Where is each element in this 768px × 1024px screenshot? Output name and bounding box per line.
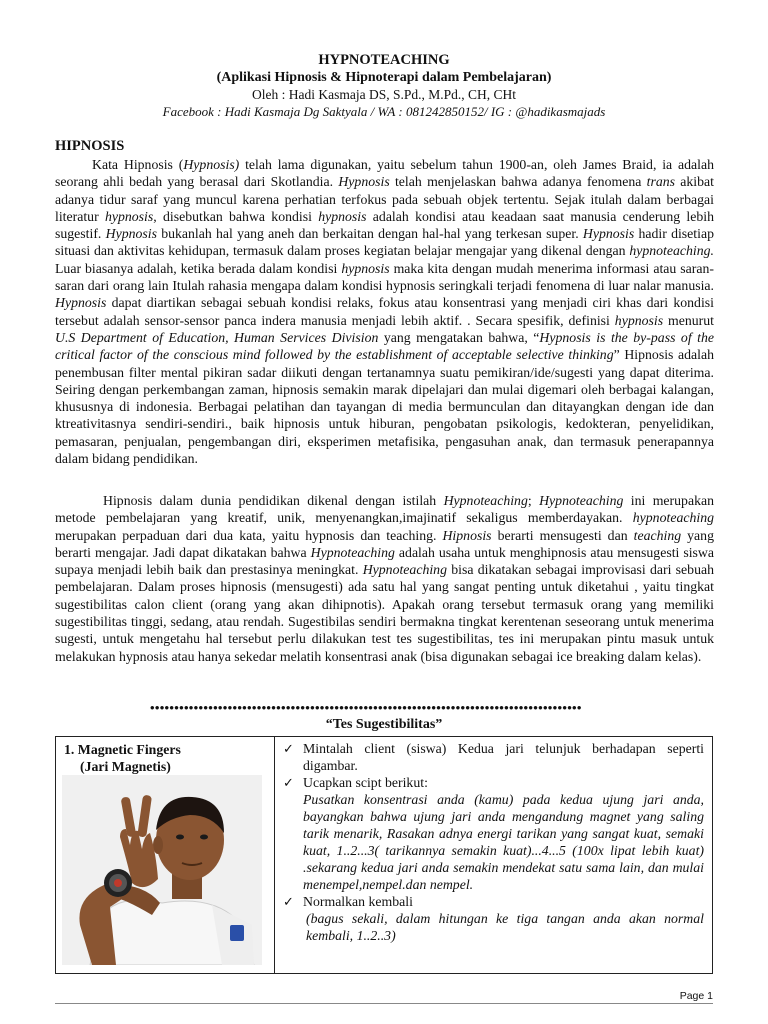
- tes-table-left-cell: [56, 737, 275, 973]
- section-heading: HIPNOSIS: [55, 138, 125, 154]
- instruction-text: Normalkan kembali: [303, 894, 413, 909]
- paragraph-2: Hipnosis dalam dunia pendidikan dikenal dengan istilah Hypnoteaching; Hypnoteaching ini merupakan metode pembelajaran yang kreatif, unik, menyenangkan,imajinatif sekaligus memberdayakan. hypnoteaching merupakan perpaduan dari dua kata, yaitu hypnosis dan teaching. Hipnosis berarti mensugesti dan teaching yang berarti mengajar. Jadi dapat dikatakan bahwa Hypnoteaching adalah usaha untuk menghipnosis atau mensugesti siswa supaya menjadi lebih baik dan prestasinya meningkat. Hypnoteaching bisa dikatakan sebagai improvisasi dari sebuah pembelajaran. Dalam proses hipnosis (mensugesti) ada satu hal yang sangat penting untuk diketahui , yaitu tingkat sugestibilitas calon client (orang yang akan dihipnotis). Apakah orang tersebut termasuk orang yang memiliki sugestibilitas tinggi, sedang, atau rendah. Sugestibilas sendiri bermakna tingkat kerentenan seseorang untuk menerima sugesti, untuk mengetahu hal tersebut perlu dilakukan test tes sugestibilitas, tes ini merupakan pintu masuk untuk melakukan hypnosis atau hanya sekedar melatih konsentrasi anak (bisa digunakan sebagai ice breaking dalam kelas).: [55, 493, 714, 664]
- contact-line: Facebook : Hadi Kasmaja Dg Saktyala / WA : 081242850152/ IG : @hadikasmajads: [162, 104, 606, 119]
- document-title: HYPNOTEACHING: [318, 52, 450, 68]
- author-line: Oleh : Hadi Kasmaja DS, S.Pd., M.Pd., CH, CHt: [251, 87, 516, 102]
- check-icon: ✓: [283, 741, 294, 756]
- document-subtitle: (Aplikasi Hipnosis & Hipnoterapi dalam Pembelajaran): [216, 70, 552, 85]
- instruction-text: Mintalah client (siswa) Kedua jari telunjuk berhadapan seperti digambar.: [303, 741, 704, 773]
- item-title-line: 1. Magnetic Fingers: [64, 742, 181, 757]
- page-number: Page 1: [679, 990, 713, 1002]
- instruction-item: [283, 740, 704, 774]
- instruction-item: [283, 893, 704, 944]
- note-text: (bagus sekali, dalam hitungan ke tiga tangan anda akan normal kembali, 1..2..3): [306, 911, 704, 943]
- script-text: Pusatkan konsentrasi anda (kamu) pada kedua ujung jari anda, bayangkan bahwa ujung jari anda mengandung magnet yang saling tarik menarik, Rasakan adnya energi tarikan yang sangat kuat, semaki kuat, 1..2...3( tarikannya semakin kuat)...4...5 (100x lipat lebih kuat) .sekarang kedua jari anda semakin mendekat satu sama lain, dan mulai menempel,nempel.dan nempel.: [303, 792, 704, 892]
- student-photo-illustration: [62, 775, 262, 965]
- instruction-item: [283, 774, 704, 893]
- paragraph-hipnosis: [55, 156, 714, 467]
- document-header: [0, 52, 768, 120]
- instruction-text: Ucapkan scipt berikut:: [303, 775, 428, 790]
- tes-title: “Tes Sugestibilitas”: [325, 717, 443, 732]
- paragraph-hypnoteaching: [55, 492, 714, 665]
- tes-table-right-cell: [275, 737, 712, 973]
- paragraph-1: Kata Hipnosis (Hypnosis) telah lama digunakan, yaitu sebelum tahun 1900-an, oleh James Braid, ia adalah seorang ahli bedah yang berasal dari Skotlandia. Hypnosis telah menjelaskan bahwa adanya fenomena trans akibat adanya tidur saraf yang muncul karena perhatian terfokus pada sebuah objek tertentu. Sejak itulah dalam berbagai literatur hypnosis, disebutkan bahwa kondisi hypnosis adalah kondisi atau keadaan saat manusia cenderung lebih sugestif. Hypnosis bukanlah hal yang aneh dan berkaitan dengan hal-hal yang terkesan super. Hypnosis hadir disetiap situasi dan aktivitas kehidupan, termasuk dalam proses kegiatan belajar mengajar yang dikenal dengan hypnoteaching. Luar biasanya adalah, ketika berada dalam kondisi hypnosis maka kita dengan mudah menerima informasi atau saran-saran dari orang lain Itulah rahasia mengapa dalam kondisi hypnosis seringkali terjadi fenomena di luar nalar manusia. Hypnosis dapat diartikan sebagai sebuah kondisi relaks, fokus atau konsentrasi yang menjadi ciri khas dari kondisi tersebut adalah sensor-sensor panca indera manusia menjadi lebih aktif. . Secara spesifik, definisi hypnosis menurut U.S Department of Education, Human Services Division yang mengatakan bahwa, “Hypnosis is the by-pass of the critical factor of the conscious mind followed by the establishment of acceptable selective thinking” Hipnosis adalah penembusan filter mental pikiran sadar diikuti dengan tertanamnya suatu pemikiran/ide/sugesti yang dapat diterima. Seiring dengan perkembangan zaman, hipnosis semakin marak dipelajari dan mulai digemari oleh berbagai kalangan, khususnya di indonesia. Berbagai pelatihan dan tayangan di media bermunculan dan ditayangkan dengan ide dan ktreativitasnya sendiri-sendiri., baik hipnosis untuk hiburan, pengobatan psikologis, kedokteran, penyelidikan, pemasaran, penjualan, pengembangan diri, eksperimen metafisika, pengasuhan anak, dan termasuk penerapannya dalam bidang pendidikan.: [55, 157, 714, 467]
- tes-table: [55, 736, 713, 974]
- item-title: [64, 741, 181, 775]
- student-photo: [62, 775, 262, 965]
- dotted-separator: •••••••••••••••••••••••••••••••••••••••••••••••••••••••••••••••••••••••••••••••••••••••••: [150, 700, 582, 715]
- item-subtitle: (Jari Magnetis): [80, 759, 171, 774]
- instruction-list: [283, 740, 704, 944]
- check-icon: ✓: [283, 775, 294, 790]
- check-icon: ✓: [283, 894, 294, 909]
- footer-rule: [55, 1003, 713, 1004]
